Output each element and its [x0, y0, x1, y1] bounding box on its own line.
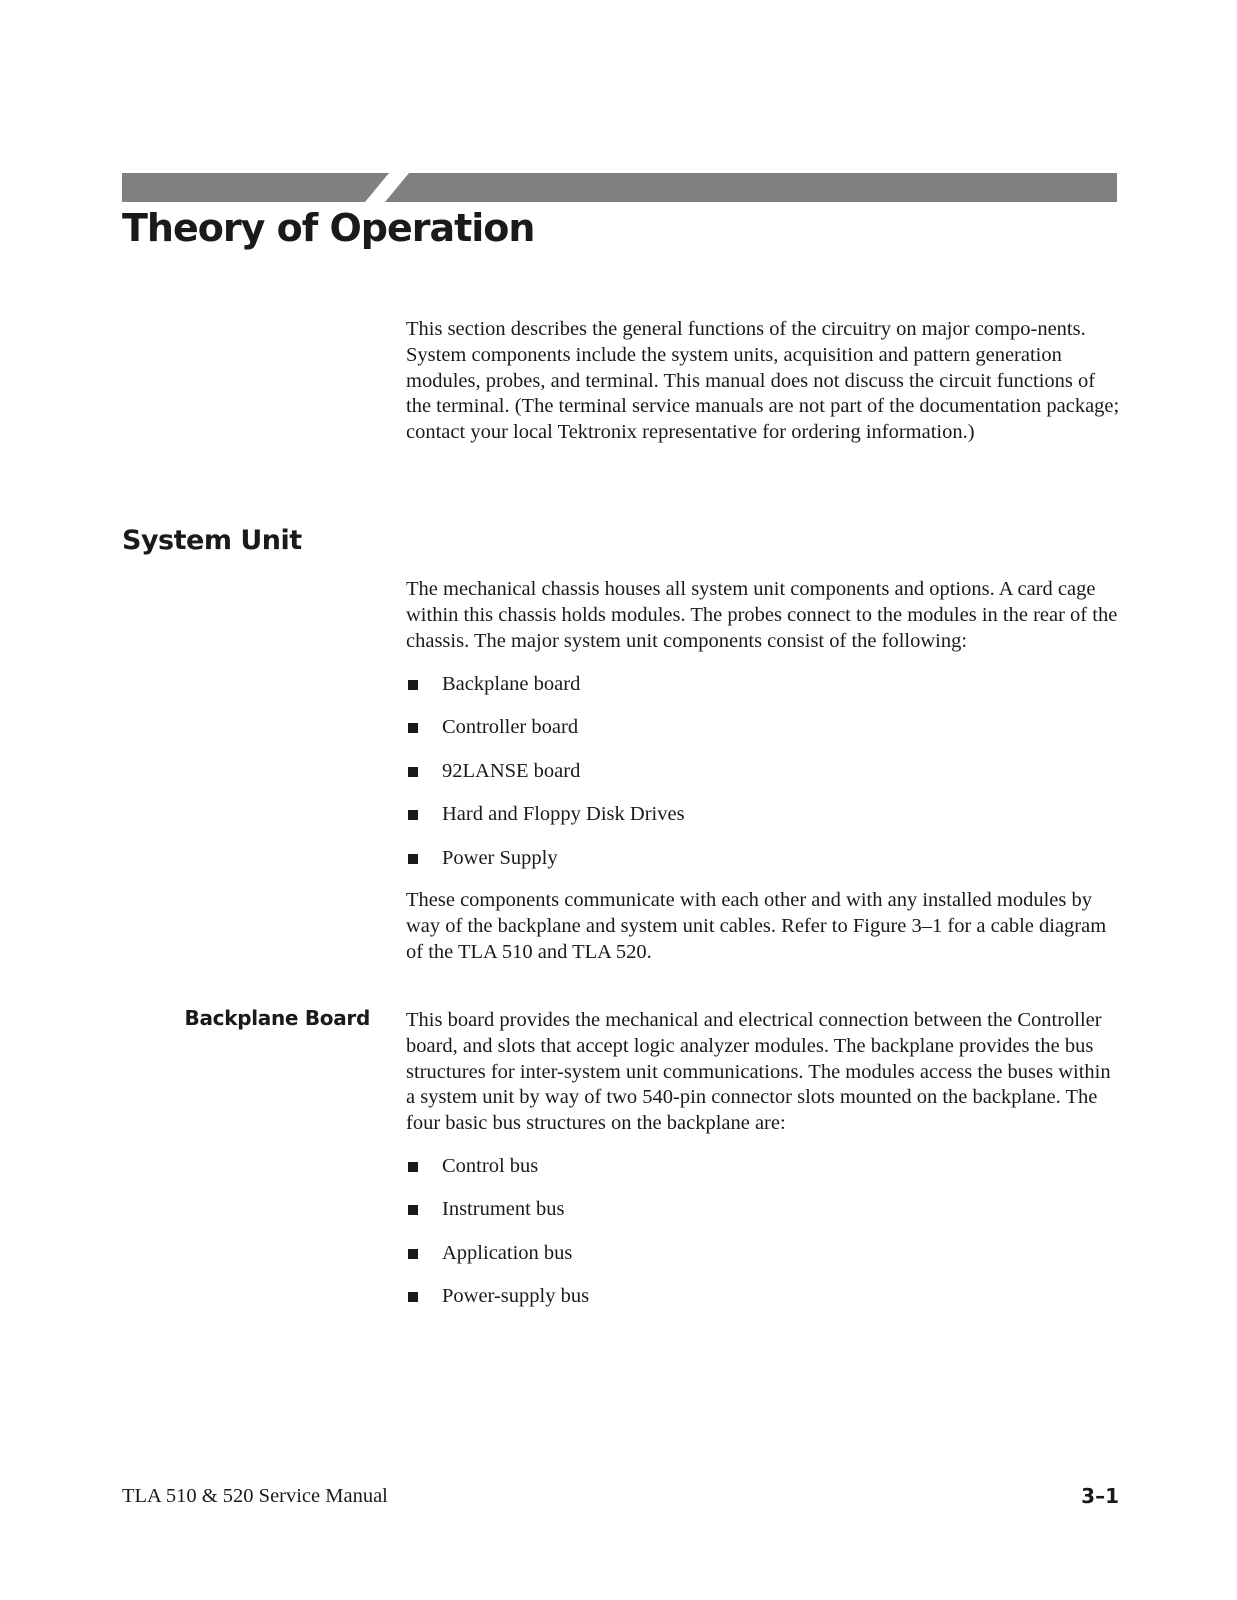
- square-bullet-icon: [408, 854, 418, 864]
- side-heading-backplane-board: Backplane Board: [184, 1006, 370, 1030]
- system-components-list: [406, 672, 685, 889]
- footer-page-number: 3–1: [1081, 1484, 1119, 1508]
- chapter-header-bar: [122, 173, 1117, 202]
- footer-manual-title: TLA 510 & 520 Service Manual: [122, 1485, 388, 1507]
- square-bullet-icon: [408, 680, 418, 690]
- bus-structures-list: [406, 1154, 589, 1328]
- components-communication-paragraph: These components communicate with each other and with any installed modules by way of the backplane and system unit cables. Refer to Figure 3–1 for a cable diagram of the TLA 510 and TLA 520.: [406, 889, 1107, 963]
- list-item: [406, 715, 685, 758]
- list-item-text: Instrument bus: [442, 1198, 565, 1221]
- list-item-text: Application bus: [442, 1241, 573, 1264]
- list-item: [406, 1284, 589, 1327]
- list-item: [406, 802, 685, 845]
- list-item-text: Control bus: [442, 1155, 539, 1177]
- square-bullet-icon: [408, 767, 418, 777]
- backplane-paragraph: This board provides the mechanical and electrical connection between the Controller board, and slots that accept logic analyzer modules. The backplane provides the bus structures for inter-system unit communications. The modules access the buses within a system unit by way of two 540-pin connector slots mounted on the backplane. The four basic bus structures on the backplane are:: [406, 1009, 1111, 1135]
- list-item-text: Hard and Floppy Disk Drives: [442, 803, 685, 826]
- system-unit-paragraph: The mechanical chassis houses all system unit components and options. A card cage within this chassis holds modules. The probes connect to the modules in the rear of the chassis. The major system unit components consist of the following:: [406, 578, 1118, 652]
- section-title-system-unit: System Unit: [122, 525, 302, 556]
- square-bullet-icon: [408, 1292, 418, 1302]
- list-item-text: Power Supply: [442, 846, 558, 869]
- list-item: [406, 1197, 589, 1240]
- intro-paragraph: This section describes the general functions of the circuitry on major compo-nents. System components include the system units, acquisition and pattern generation modules, probes, and terminal. This manual does not discuss the circuit functions of the terminal. (The terminal service manuals are not part of the documentation package; contact your local Tektronix representative for ordering information.): [406, 318, 1120, 444]
- list-item-text: Backplane board: [442, 673, 581, 695]
- square-bullet-icon: [408, 1249, 418, 1259]
- chapter-title: Theory of Operation: [122, 206, 535, 250]
- list-item: [406, 672, 685, 715]
- list-item: [406, 1154, 589, 1197]
- square-bullet-icon: [408, 1205, 418, 1215]
- list-item: [406, 759, 685, 802]
- list-item: [406, 846, 685, 889]
- list-item-text: 92LANSE board: [442, 759, 581, 782]
- list-item: [406, 1241, 589, 1284]
- square-bullet-icon: [408, 723, 418, 733]
- list-item-text: Power-supply bus: [442, 1285, 590, 1308]
- square-bullet-icon: [408, 810, 418, 820]
- list-item-text: Controller board: [442, 716, 579, 739]
- square-bullet-icon: [408, 1162, 418, 1172]
